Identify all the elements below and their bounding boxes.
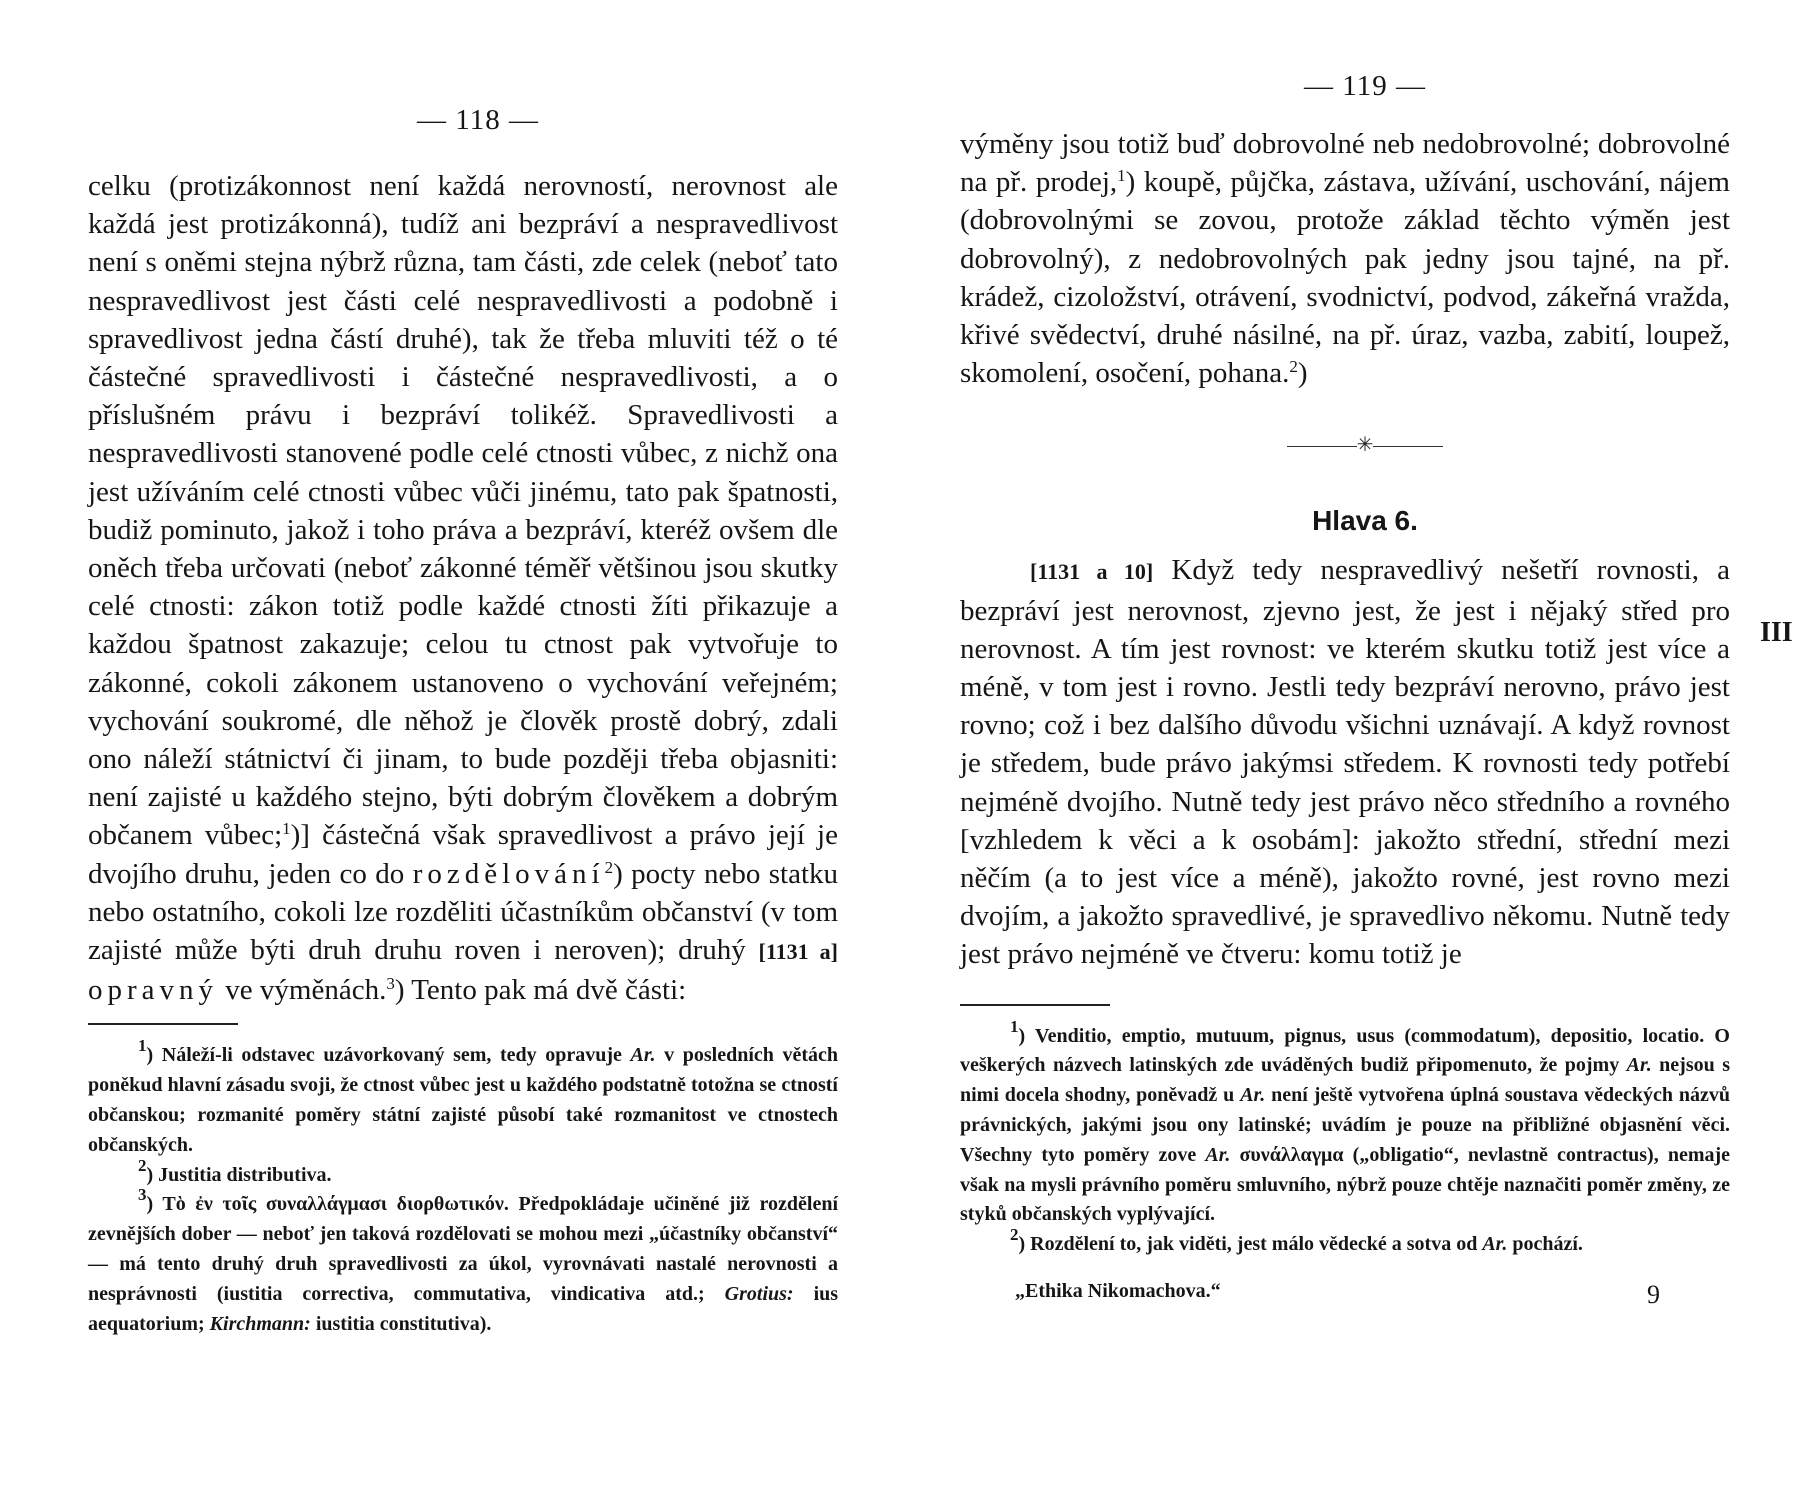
footnote-text: ) Rozdělení to, jak viděti, jest málo vědecké a sotva od (1018, 1233, 1478, 1256)
footnote-text: ) Justitia distributiva. (146, 1163, 332, 1186)
divider-line (1373, 446, 1443, 447)
signature-title: „Ethika Nikomachova.“ (1015, 1280, 1221, 1303)
footnote-text: Předpokládaje učiněné již rozdělení zevnějších dober — neboť jen taková rozdělovati se mohou mezi „účastníky občanství“ — má tento druhý druh spravedlivosti za úkol, vyrovnávati nastalé nerovnosti a nesprávnosti (iustitia correctiva, commutativa, vindicativa atd.; (88, 1193, 839, 1305)
bekker-reference: [1131 a 10] (1030, 559, 1154, 585)
paragraph-text: ) koupě, půjčka, zástava, užívání, uschování, nájem (dobrovolnými se zovou, protože základ těchto výměn jest dobrovolný), z nedobrovolných pak jedny jsou tajné, na př. krádež, cizoložství, otrávení, svodnictví, podvod, zákeřná vražda, křivé svědectví, druhé násilné, na př. úraz, vazba, zabití, loupež, skomolení, osočení, pohana. (960, 166, 1730, 390)
paragraph-text: ve výměnách. (225, 974, 387, 1007)
footnote-ref[interactable]: 1 (282, 819, 291, 839)
divider-line (1287, 446, 1357, 447)
footnote-ref[interactable]: 1 (1117, 166, 1126, 186)
footnote-3 (88, 1185, 839, 1339)
footnote-1 (960, 1016, 1731, 1231)
emphasized-term: rozdělování (412, 857, 605, 890)
footnote-2 (960, 1225, 1730, 1260)
right-page (960, 0, 1793, 1310)
signature-line (960, 1280, 1730, 1310)
footnotes (88, 1036, 839, 1339)
footnote-abbrev: Ar. (1240, 1084, 1266, 1107)
footnotes (960, 1016, 1731, 1260)
footnote-text: v posledních větách poněkud hlavní zásadu svoji, že ctnost vůbec jest u každého podstatně totožna se ctností občanskou; rozmanité poměry státní zajisté působí také rozmanitost ve ctnostech občanských. (88, 1044, 839, 1156)
footnote-divider (88, 1023, 238, 1025)
footnote-number: 1 (138, 1036, 147, 1056)
footnote-number: 2 (1010, 1225, 1019, 1245)
footnote-text: iustitia constitutiva). (315, 1312, 492, 1335)
main-paragraph (88, 167, 838, 1009)
footnote-abbrev: Ar. (1626, 1054, 1652, 1077)
footnote-ref[interactable]: 2 (1289, 357, 1298, 377)
footnote-1 (88, 1036, 839, 1160)
paragraph-text: Když tedy nespravedlivý nešetří rovnosti, a bezpráví jest nerovnost, zjevno jest, že jest i nějaký střed pro nerovnost. A tím jest rovnost: ve kterém skutku totiž jest více a méně, v tom jest i rovno. Jestli tedy bezpráví nerovno, právo jest rovno; což i bez dalšího důvodu všichni uznávají. A když rovnost je středem, bude právo jakýmsi středem. K rovnosti tedy potřebí nejméně dvojího. Nutně tedy jest právo něco středního a rovného [vzhledem k věci a k osobám]: jakožto střední, střední mezi něčím (a to jest více a méně), jakožto rovné, jest rovno mezi dvojím, a jakožto spravedlivé, je spravedlivo někomu. Nutně tedy jest právo nejméně ve čtveru: komu totiž je (960, 554, 1730, 971)
footnote-ref[interactable]: 2 (604, 857, 614, 877)
footnote-number: 2 (138, 1155, 147, 1175)
paragraph-text: celku (protizákonnost není každá nerovností, nerovnost ale každá jest protizákonná), tudíž ani bezpráví a nespravedlivost není s oněmi stejna nýbrž různa, tam části, zde celek (neboť tato nespravedlivost jest části celé nespravedlivosti a podobně i spravedlivost jedna částí druhé), tak že třeba mluviti též o té částečné spravedlivosti i částečné nespravedlivosti, a o příslušném právu i bezpráví tolikéž. Spravedlivosti a nespravedlivosti stanovené podle celé ctnosti vůbec, z nichž ona jest užíváním celé ctnosti vůbec vůči jinému, tato pak špatnosti, budiž pominuto, jakož i toho práva a bezpráví, kteréž ovšem dle oněch třeba určovati (neboť zákonné téměř většinou jsou skutky celé ctnosti: zákon totiž podle každé ctnosti žíti přikazuje a každou špatnost zakazuje; celou tu ctnost pak vytvořuje to zákonné, cokoli zákonem ustanoveno o vychování veřejném; vychování soukromé, dle něhož je člověk prostě dobrý, zdali ono náleží státnictví či jinam, to bude později třeba objasniti: není zajisté u každého stejno, býti dobrým člověkem a dobrým občanem vůbec; (88, 170, 838, 852)
footnote-text: συνάλλαγμα („obligatio“, nevlastně contractus), nemaje však na mysli právního poměru smluvního, nýbrž pouze chtěje naznačiti poměr změny, ze styků občanských vyplývající. (960, 1143, 1731, 1226)
footnote-author: Grotius: (724, 1282, 794, 1305)
chapter-paragraph (960, 551, 1730, 973)
continuation-paragraph (960, 125, 1730, 392)
page-number: — 119 — (1304, 70, 1426, 102)
footnote-author: Kirchmann: (209, 1312, 311, 1335)
bekker-reference: [1131 a] (758, 939, 838, 965)
footnote-text: ius aequatorium; (88, 1282, 839, 1335)
footnote-text: nejsou s nimi docela shodny, poněvadž u (960, 1054, 1730, 1107)
footnote-abbrev: Ar. (630, 1044, 656, 1067)
footnote-text: pochází. (1512, 1233, 1583, 1256)
footnote-text: ) Venditio, emptio, mutuum, pignus, usus (commodatum), depositio, locatio. O veškerých názvech latinských zde uváděných budiž připomenuto, že pojmy (960, 1024, 1730, 1077)
paragraph-text: ) pocty nebo statku nebo ostatního, cokoli lze rozděliti účastníkům občanství (v tom zajisté může býti druh druhu roven i neroven); druhý (88, 857, 838, 967)
signature-number: 9 (1647, 1280, 1660, 1310)
paragraph-text: ) (1297, 357, 1308, 390)
footnote-text: ) Náleží-li odstavec uzávorkovaný sem, tedy opravuje (146, 1044, 622, 1067)
left-page (88, 0, 838, 1339)
page-number: — 118 — (417, 104, 539, 136)
footnote-number: 3 (138, 1185, 147, 1205)
footnote-divider (960, 1004, 1110, 1006)
footnote-ref[interactable]: 3 (386, 974, 395, 994)
footnote-number: 1 (1010, 1016, 1019, 1036)
footnote-2 (88, 1155, 838, 1191)
emphasized-term: opravný (88, 974, 219, 1007)
section-divider (960, 432, 1730, 457)
paragraph-text: )] částečná však spravedlivost a právo její je dvojího druhu, jeden co do (88, 819, 838, 890)
margin-note: III (1760, 617, 1793, 648)
footnote-text: není ještě vytvořena úplná soustava vědeckých názvů právnických, jakými jsou ony latinské; uvádím je pouze na přibližné objasnění věci. Všechny tyto poměry zove (960, 1084, 1731, 1166)
chapter-title: Hlava 6. (1312, 505, 1418, 537)
paragraph-text: ) Tento pak má dvě části: (394, 974, 687, 1007)
footnote-abbrev: Ar. (1482, 1233, 1508, 1256)
footnote-greek: ) Τὸ ἐν τοῖς συναλλάγμασι διορθωτικόν. (146, 1193, 509, 1216)
divider-star-icon: ✳ (1356, 434, 1374, 457)
footnote-abbrev: Ar. (1205, 1143, 1231, 1166)
paragraph-text: výměny jsou totiž buď dobrovolné neb nedobrovolné; dobrovolné na př. prodej, (960, 128, 1730, 199)
